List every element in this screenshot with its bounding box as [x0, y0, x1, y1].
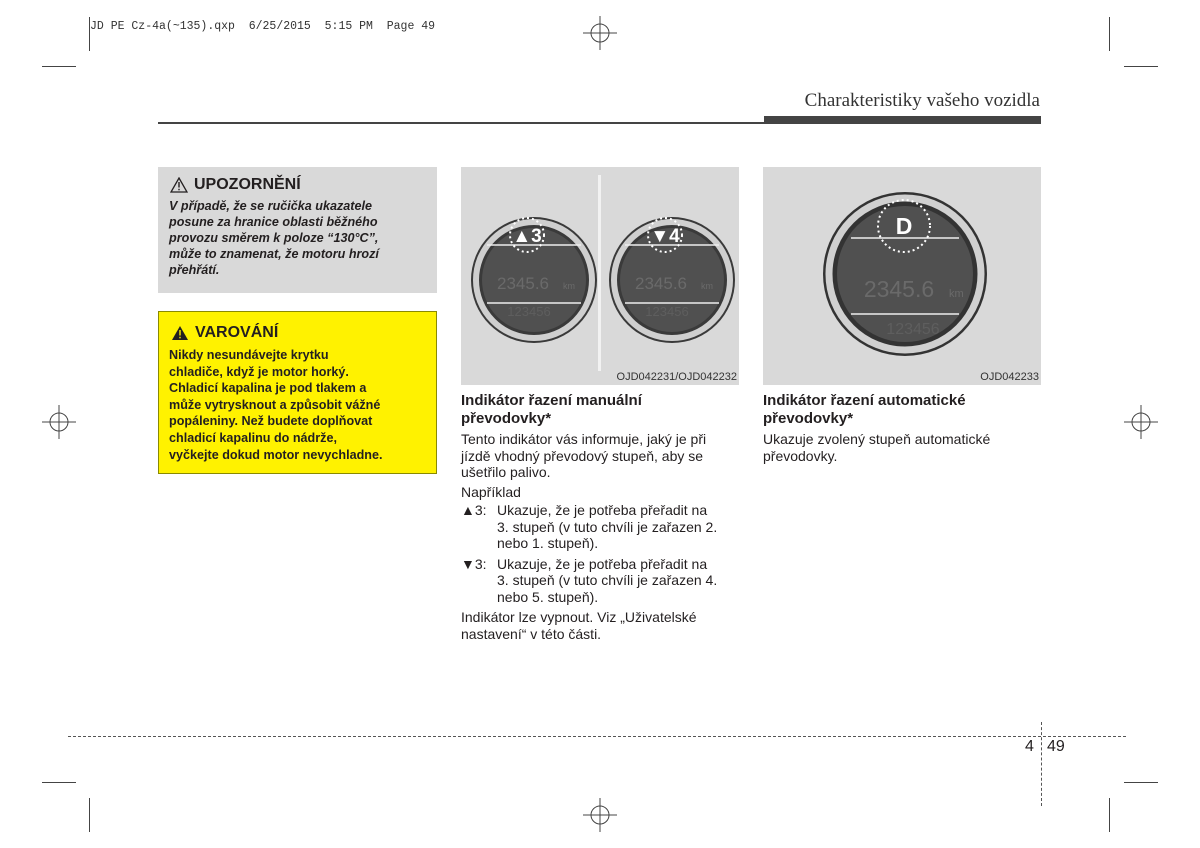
crop-mark	[42, 66, 76, 67]
crop-mark	[1124, 66, 1158, 67]
example-label: Například	[461, 483, 521, 500]
svg-text:123456: 123456	[507, 304, 551, 319]
shift-down-symbol: ▼3:	[461, 555, 487, 572]
page-number: 49	[1047, 738, 1065, 755]
auto-shift-figure	[763, 167, 1041, 385]
footer-divider	[68, 736, 1126, 737]
warning-text: Nikdy nesundávejte krytku chladiče, když je motor horký. Chladicí kapalina je pod tlakem a může vytrysknout a způsobit vážné popáleniny. Než budete doplňovat chladicí kapalinu do nádrže, vyčkejte dokud motor nevychladne.	[169, 348, 383, 462]
caution-title: UPOZORNĚNÍ	[170, 176, 301, 194]
gauge-manual-up-image	[467, 213, 601, 347]
section-outro: Indikátor lze vypnout. Viz „Uživatelské nastavení“ v této části.	[461, 609, 697, 642]
header-rule-thick	[764, 116, 1041, 124]
caution-text: V případě, že se ručička ukazatele posune za hranice oblasti běžného provozu směrem k poloze “130°C”, může to znamenat, že motoru hrozí přehřátí.	[169, 199, 379, 277]
gauge-automatic-image	[821, 190, 989, 358]
chapter-number: 4	[1025, 738, 1034, 755]
section-intro: Tento indikátor vás informuje, jaký je při jízdě vhodný převodový stupeň, aby se ušetřilo palivo.	[461, 431, 707, 480]
auto-section	[763, 392, 1043, 464]
warning-triangle-icon	[170, 177, 188, 193]
crop-mark	[89, 17, 90, 51]
svg-text:123456: 123456	[886, 321, 940, 338]
gauge-manual-down-image	[605, 213, 739, 347]
warning-box	[158, 311, 437, 474]
list-item: ▲3: Ukazuje, že je potřeba přeřadit na 3. stupeň (v tuto chvíli je zařazen 2. nebo 1. stupeň).	[461, 502, 718, 551]
svg-text:km: km	[563, 281, 575, 291]
figure-code: OJD042231/OJD042232	[616, 371, 737, 383]
print-slug: JD PE Cz-4a(~135).qxp 6/25/2015 5:15 PM Page 49	[90, 20, 436, 33]
manual-shift-figure	[461, 167, 739, 385]
registration-mark-icon	[583, 16, 617, 50]
odometer-value: 2345.6	[863, 276, 935, 302]
svg-text:123456: 123456	[645, 304, 689, 319]
registration-mark-icon	[583, 798, 617, 832]
odometer-value: 2345.6	[635, 274, 687, 293]
registration-mark-icon	[42, 405, 76, 439]
gear-indicator-up: ▲3	[512, 226, 542, 247]
svg-text:km: km	[701, 281, 713, 291]
crop-mark	[1124, 782, 1158, 783]
warning-triangle-icon	[171, 325, 189, 341]
footer-vertical-divider	[1041, 722, 1042, 806]
page-header-title: Charakteristiky vašeho vozidla	[804, 90, 1040, 111]
section-heading: Indikátor řazení manuální převodovky*	[461, 392, 642, 427]
svg-text:km: km	[949, 288, 964, 300]
shift-up-symbol: ▲3:	[461, 502, 487, 518]
crop-mark	[1109, 17, 1110, 51]
registration-mark-icon	[1124, 405, 1158, 439]
gear-indicator-d: D	[895, 213, 913, 239]
crop-mark	[42, 782, 76, 783]
manual-section	[461, 392, 741, 642]
crop-mark	[1109, 798, 1110, 832]
caution-box	[158, 167, 437, 293]
section-body: Ukazuje zvolený stupeň automatické převodovky.	[763, 431, 991, 464]
list-item: ▼3: Ukazuje, že je potřeba přeřadit na 3. stupeň (v tuto chvíli je zařazen 4. nebo 5. stupeň).	[461, 555, 718, 605]
odometer-value: 2345.6	[497, 274, 549, 293]
gear-indicator-down: ▼4	[650, 226, 680, 247]
figure-code: OJD042233	[980, 371, 1039, 383]
section-heading: Indikátor řazení automatické převodovky*	[763, 392, 966, 427]
warning-title: VAROVÁNÍ	[171, 324, 278, 342]
header-rule	[158, 122, 764, 124]
crop-mark	[89, 798, 90, 832]
